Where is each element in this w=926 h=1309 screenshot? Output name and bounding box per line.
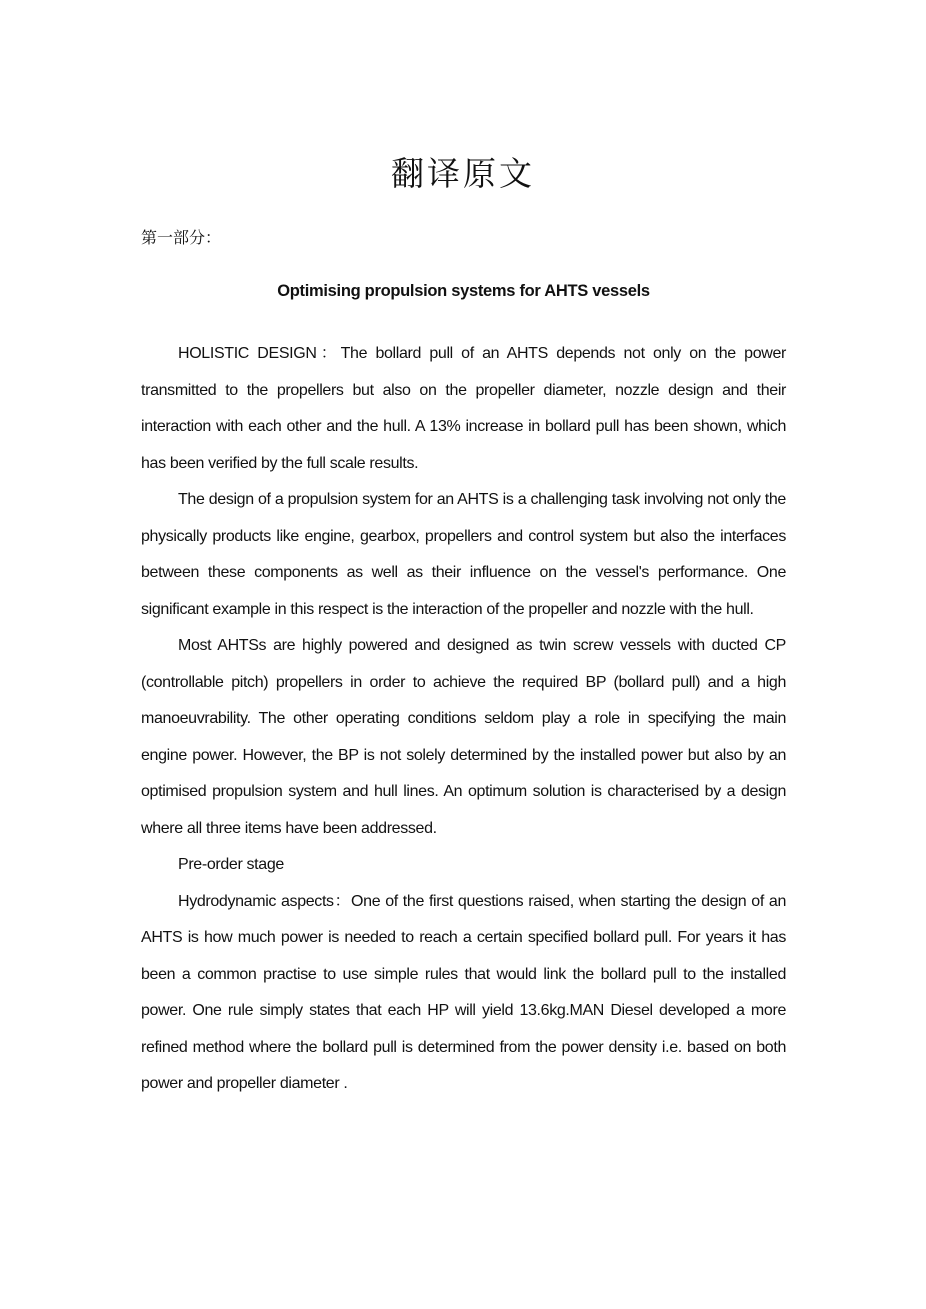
paragraph-ahts-power: Most AHTSs are highly powered and designed as twin screw vessels with ducted CP (controllable pitch) propellers in order to achieve the required BP (bollard pull) and a high manoeuvrability. The other operating conditions seldom play a role in specifying the main engine power. However, the BP is not solely determined by the installed power but also by an optimised propulsion system and hull lines. An optimum solution is characterised by a design where all three items have been addressed. — [141, 637, 786, 837]
paragraph-holistic-design: HOLISTIC DESIGN：The bollard pull of an AHTS depends not only on the power transmitted to the propellers but also on the propeller diameter, nozzle design and their interaction with each other and the hull. A 13% increase in bollard pull has been shown, which has been verified by the full scale results. — [141, 345, 786, 472]
document-title: 翻译原文 — [391, 154, 535, 193]
body-text — [141, 336, 786, 1103]
article-title: Optimising propulsion systems for AHTS vessels — [277, 282, 650, 300]
paragraph-hydrodynamic-aspects: Hydrodynamic aspects：One of the first questions raised, when starting the design of an AHTS is how much power is needed to reach a certain specified bollard pull. For years it has been a common practise to use simple rules that would link the bollard pull to the installed power. One rule simply states that each HP will yield 13.6kg.MAN Diesel developed a more refined method where the bollard pull is determined from the power density i.e. based on both power and propeller diameter . — [141, 892, 786, 1092]
section-label: 第一部分： — [141, 228, 222, 247]
paragraph-propulsion-design: The design of a propulsion system for an AHTS is a challenging task involving not only the physically products like engine, gearbox, propellers and control system but also the interfaces between these components as well as their influence on the vessel's performance. One significant example in this respect is the interaction of the propeller and nozzle with the hull. — [141, 491, 786, 618]
paragraph-pre-order-stage: Pre-order stage — [178, 856, 284, 873]
